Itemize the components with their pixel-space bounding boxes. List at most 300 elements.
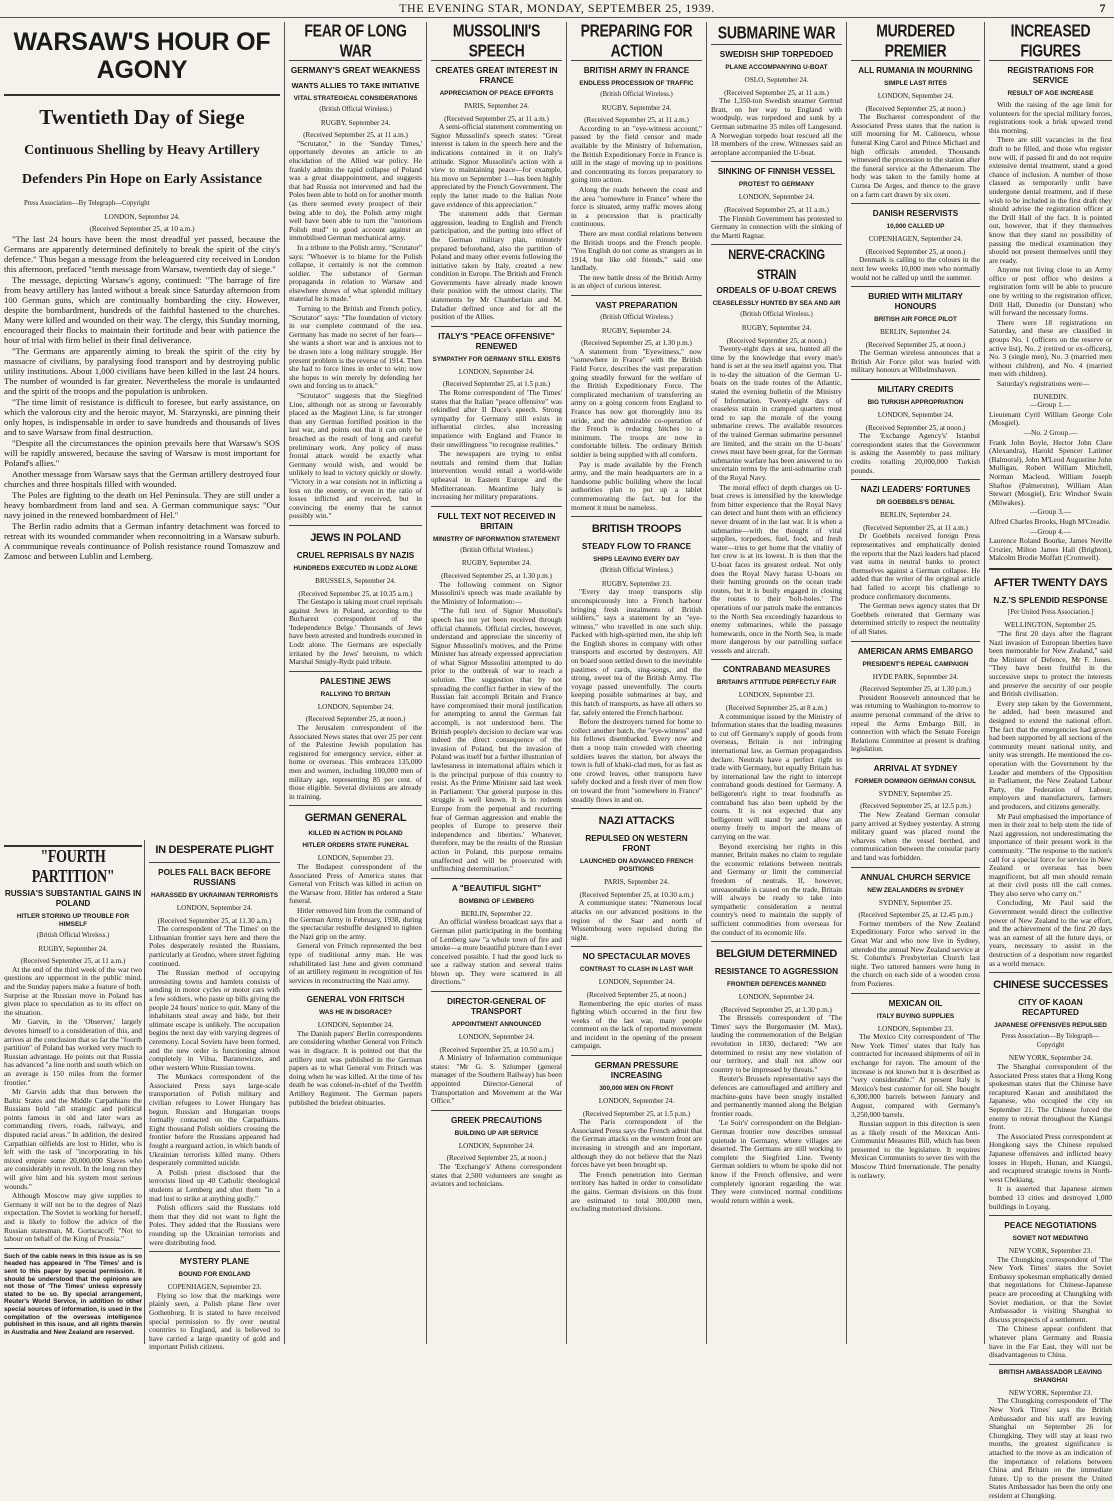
paragraph: The moral effect of depth charges on U-boat crews is intensified by the knowledge from bitter experience that the Royal Navy can detect and hunt them with an efficiency never dreamt of in the last war. It is when a submarine—with the thought of vital supplies, torpedoes, fuel, food, and fresh water—tries to get home that the vitality of her crew is at its lowest. It is then that the U-boat faces its greatest ordeal. Not only does the Royal Navy harass U-boats on their hunting grounds on the ocean trade routes, but it is busily engaged in closing the routes to their 'bolt-holes.' The operations of our patrols make the entrances to the North Sea exceedingly hazardous to enemy submarines, while the passage homewards, once in the North Sea, is made more dangerous by our patrolling surface vessels and aircraft. <box>711 482 842 655</box>
story-deck: ITALY BUYING SUPPLIES <box>876 1012 955 1020</box>
divider <box>289 60 422 61</box>
divider <box>851 60 980 61</box>
story-deck-2: PLANE ACCOMPANYING U-BOAT <box>725 64 828 71</box>
story-received: (Received September 25, at 8 a.m.) <box>725 704 828 713</box>
story-deck: ORDEALS OF U-BOAT CREWS <box>716 286 837 296</box>
story-received: (Received September 25, at 10.50 a.m.) <box>439 1045 554 1054</box>
story-headline: IN DESPERATE PLIGHT <box>155 844 274 856</box>
story-dateline: LONDON, September 23. <box>738 691 815 700</box>
story-deck: HARASSED BY UKRAINIAN TERRORISTS <box>151 892 278 899</box>
submarine-war-column <box>706 22 842 1344</box>
story-credit: (British Official Wireless.) <box>319 106 392 113</box>
divider <box>571 946 702 947</box>
story-received: (Received September 25, at noon.) <box>865 423 966 432</box>
story-dateline: PARIS, September 24. <box>464 102 529 110</box>
story-deck: CRUEL REPRISALS BY NAZIS <box>296 550 415 560</box>
paragraph: A semi-official statement commenting on Signor Mussolini's speech states: "Great interest is taken in the speech here and the indications contained in it on Italy's attitude. Signor Mussolini's action with a view to maintaining peace—for example, his move on September 1—has been highly appreciated by the French Government. The reply the latter made to the Italian Note gave evidence of this appreciation." <box>431 122 562 209</box>
story-deck: REPULSED ON WESTERN FRONT <box>585 834 688 854</box>
paragraph: A communique states: "Numerous local attacks on our advanced positions in the region of the Saar and north of Wissembourg were repulsed during the night. <box>571 898 702 942</box>
story-deck: PROTEST TO GERMANY <box>738 181 815 189</box>
paragraph: Hitler removed him from the command of the German Army in February, 1938, during the spectacular reshuffle designed to tighten the Nazi grip on the army. <box>289 905 422 941</box>
divider <box>851 203 980 204</box>
paragraph: The Finnish Government has protested to Germany in connection with the sinking of the Martti Ragnar. <box>711 213 842 240</box>
paragraph: According to an "eye-witness account," passed by the field censor and made available by the Ministry of Information, the British Expeditionary Force in France is still in the stage of moving up to positions and concentrating its forces preparatory to going into action. <box>571 123 702 185</box>
story-headline: MILITARY CREDITS <box>877 385 954 395</box>
story-headline: AFTER TWENTY DAYS <box>993 576 1108 589</box>
divider <box>431 1110 562 1111</box>
story-received: (Received September 25, at 11 a.m.) <box>863 523 968 532</box>
story-headline: NAZI LEADERS' FORTUNES <box>860 485 971 495</box>
divider <box>711 941 842 942</box>
story-received: (Received September 25, at noon.) <box>865 104 966 113</box>
divider <box>851 758 980 759</box>
group-label: —Group 1.— <box>1029 400 1072 410</box>
paragraph: The German wireless announces that a British Air Force pilot was buried with military honours at Wilhelmshaven. <box>851 348 980 375</box>
divider <box>289 805 422 806</box>
story-deck: DR GOEBBELS'S DENIAL <box>876 499 955 507</box>
story-dateline: RUGBY, September 24. <box>601 326 672 335</box>
story-deck: RESISTANCE TO AGGRESSION <box>714 967 839 977</box>
story-deck: HITLER STORING UP TROUBLE FOR HIMSELF <box>16 913 130 928</box>
story-dateline: LONDON, September 23. <box>317 854 394 863</box>
story-received: (Received September 25, at noon.) <box>305 715 406 724</box>
story-credit: [Per United Press Association.] <box>1008 608 1093 616</box>
paragraph: There were 18 registrations on Saturday, and these are classified in groups No. 1 (officers on the reserve or active list), No. 2 (retired or ex-officers), No. 3 (single men), No. 3 (married men without children), and No. 4 (married men with children). <box>989 317 1112 379</box>
story-dateline: LONDON, September 24. <box>458 1141 535 1150</box>
paragraph: "Every day troop transports slip unconspicuously into a French harbour bringing fresh instalments of British soldiers," says a statement by an "eye-witness," who travelled in one such ship. Packed with high-spirited men, the ship left the English shores in company with other transports and escorted by destroyers. All on board soon settled down to the inevitable pastimes of cards, sing-songs, and the strong, sweet tea of the British Army. The voyage passed uneventfully. The courts keeping possible submarines at bay, and this batch of transports, as have all others so far, safely entered the French harbour. <box>571 587 702 717</box>
story-credit: (British Official Wireless.) <box>36 932 110 939</box>
story-deck-2: LAUNCHED ON ADVANCED FRENCH POSITIONS <box>580 858 693 874</box>
story-headline: PALESTINE JEWS <box>320 676 391 686</box>
paragraph: The Paris correspondent of the Associated Press says the French admit that the German attacks on the western front are increasing in strength and are important, although they do not believe that the Nazi forces have yet been brought up. <box>571 1117 702 1170</box>
lead-subhead: Twentieth Day of Siege <box>39 105 245 129</box>
story-dateline: RUGBY, September 24. <box>461 559 532 568</box>
story-dateline: BRUSSELS, September 24. <box>315 576 396 585</box>
paragraph: Reuter's Brussels representative says the defences are camouflaged and artillery and machine-guns have been snugly installed and permanently manned along the Belgian frontier roads. <box>711 1074 842 1118</box>
story-headline: JEWS IN POLAND <box>310 531 401 544</box>
paragraph: The following comment on Signor Mussolini's speech was made available by the Ministry of Information:— <box>431 579 562 606</box>
paragraph: The Rome correspondent of 'The Times' states that the Italian "peace offensive" was rekindled after Il Duce's speech. Strong sympathy for Germany still exists in influential circles, also increasing impatience with England and France in their unwillingness "to recognise realities." <box>431 388 562 449</box>
paragraph: A statement from "Eyewitness," now "somewhere in France" with the British Field Force, describes the vast preparation going steadily forward for the welfare of the British Expeditionary Force. The complicated mechanism of transferring an army on a going concern from England to France has now got thoroughly into its stride, and the admirable co-operation of the French is reducing hitches to a minimum. The troops are now in comfortable billets. The ordinary British soldier is being supplied with all comforts. <box>571 346 702 459</box>
story-dateline: OSLO, September 24. <box>744 76 809 84</box>
paragraph: The Chungking correspondent of 'The New York Times' says the British Ambassador and his staff are leaving Shanghai on September 26 for Chungking. They will stay at least two months, the greatest significance is attached to the move as an indication of the importance of relations between China and Britain on the immediate future. Up to the present the United States Ambassador has been the only one resident at Chungking. <box>989 1396 1112 1500</box>
paragraph: The German news agency states that Dr Goebbels reiterated that Germany was determined strictly to respect the neutrality of all States. <box>851 601 980 636</box>
story-received: (Received September 25, at 1.30 p.m.) <box>441 571 552 580</box>
paragraph: President Roosevelt announced that he was returning to Washington to-morrow to assume personal command of the drive to repeal the Arms Embargo Bill, in connection with which the Senate Foreign Relations Committee at present is drafting legislation. <box>851 692 980 754</box>
story-headline: "FOURTH PARTITION" <box>31 848 115 887</box>
story-credit: Press Association—By Telegraph—Copyright <box>1001 1033 1100 1049</box>
story-headline: PEACE NEGOTIATIONS <box>1004 1221 1097 1231</box>
paragraph: The Berlin radio admits that a German infantry detachment was forced to retreat with its wounded commander when reconnoitring in a Warsaw suburb. A communique reveals continuance of Polish resistance round Tomaszow and Zamosc and between Lublin and Lemberg. <box>4 520 280 561</box>
masthead-title: THE EVENING STAR, MONDAY, SEPTEMBER 25, 1939. <box>399 1 715 15</box>
paragraph: Denmark is calling to the colours in the next few weeks 10,000 men who normally would not be called up until the summer. <box>851 255 980 282</box>
masthead <box>0 0 1114 18</box>
paragraph: "Despite all the circumstances the opinion prevails here that Warsaw's SOS will be rapidly answered, because the saving of Warsaw is most important for Poland's allies." <box>4 437 280 468</box>
story-deck-2: HITLER ORDERS STATE FUNERAL <box>302 842 409 850</box>
paragraph: It is asserted that Japanese airmen bombed 13 cities and destroyed 1,000 buildings in Loyang. <box>989 1184 1112 1211</box>
paragraph: The Gestapo is taking most cruel reprisals against Jews in Poland, according to the Bucharest correspondent of the 'Independence Belge.' Thousands of Jews have been arrested and hundreds executed in Lodz alone. The Germans are especially irritated by the Jews' heroism, to which Marshal Smigly-Rydz paid tribute. <box>289 597 422 667</box>
paragraph: The statement adds that German aggression, leading to English and French participation, and the putting into effect of the German military plan, minutely prepared beforehand, also the partition of Poland and many other events following the initiative taken by Italy, created a new condition in Europe. The British and French Governments have already made known their position with the utmost clarity. The statements by Mr Chamberlain and M. Daladier defined once and for all the position of the Allies. <box>431 209 562 322</box>
paragraph: The Bucharest correspondent of the Associated Press states that the nation is still mourning for M. Calinescu, whose funeral King Carol and Prince Michael and high officials attended. Thousands witnessed the procession to the station after the funeral service at the Athenaeum. The body was taken to the family home at Curtea De Arges, and thence to the grave on a farm cart drawn by six oxen. <box>851 112 980 199</box>
story-deck-2: SHIPS LEAVING EVERY DAY <box>593 556 680 564</box>
divider <box>571 1055 702 1056</box>
mussolini-column <box>426 22 562 1344</box>
paragraph: The New Zealand German consular party arrived at Sydney yesterday. A strong military guard was placed round the wharves when the vessel berthed, and communication between the consular party and land was forbidden. <box>851 810 980 863</box>
lead-body <box>4 234 280 561</box>
story-dateline: LONDON, September 24. <box>317 702 394 711</box>
story-dateline: LONDON, September 24. <box>458 1033 535 1042</box>
paragraph: The Chinese appear confident that whatever plans Germany and Russia have in the Far East, they will not be disadvantageous to China. <box>989 1324 1112 1360</box>
story-received: (Received September 25, at 1.30 p.m.) <box>721 1005 832 1014</box>
story-deck: ALL RUMANIA IN MOURNING <box>858 66 973 75</box>
paragraph: The message, depicting Warsaw's agony, continued: "The barrage of fire from heavy artillery has lasted without a break since Saturday afternoon from 100 German guns, which are continually bombarding the city. However, despite the bombardment, hundreds of the faithful hastened to the churches. Many were killed and wounded on their way. The clergy, this Sunday morning, encouraged their flocks to maintain their fortitude and bear with patience the hour of trial with firm belief in their final deliverance. <box>4 274 280 345</box>
paragraph: A Polish priest disclosed that the terrorists lined up 40 Catholic theological students at Lemberg and shot them "in a mad lust to strike at anything godly." <box>149 1167 280 1203</box>
paragraph: "Scrutator," in the 'Sunday Times,' opportunely devotes an article to an elucidation of the Allied war policy. He frankly admits the rapid collapse of Poland was a great disappointment, and suggests that had Russia not intervened and had the Poles been able to hold on for another month (as there seemed every prospect of their being able to do), the Polish army might well have been able to turn the "notorious Polish mud" to good account against an immobilised German mechanical army. <box>289 138 423 243</box>
divider <box>711 44 842 45</box>
story-dateline: COPENHAGEN, September 24. <box>868 235 963 244</box>
paragraph: The newspapers are trying to enlist neutrals and remind them that Italian intervention would entail a world-wide upheaval in Eastern Europe and the Mediterranean. Meantime Italy is increasing her military preparations. <box>431 449 562 502</box>
story-dateline: WELLINGTON, September 25. <box>1004 621 1097 630</box>
divider <box>289 989 422 990</box>
story-received: (Received September 25, at noon.) <box>865 247 966 256</box>
paragraph: In a tribute to the Polish army, "Scrutator" says: "Whoever is to blame for the Polish collapse, it certainly is not the common soldier. The substance of German propaganda in relation to Warsaw and elsewhere shows of what splendid military material he is made." <box>289 242 422 304</box>
story-dateline: NEW YORK, September 23. <box>1008 1388 1093 1397</box>
group-label: —Group 3.— <box>1029 507 1072 517</box>
story-deck: SYMPATHY FOR GERMANY STILL EXISTS <box>432 355 561 363</box>
story-deck: BUILDING UP AIR SERVICE <box>454 1129 539 1137</box>
story-deck-2: SIMPLE LAST RITES <box>884 80 947 87</box>
divider <box>571 60 702 61</box>
paragraph: An official wireless broadcast says that a German pilot participating in the bombing of Lemberg saw "a whole town of fire and smoke—a more beautiful picture than I ever conceived possible. I had the good luck to see a railway station and several trains blown up. They were scattered in all directions." <box>431 917 562 987</box>
story-dateline: NEW YORK, September 23. <box>1008 1247 1093 1256</box>
paragraph: The Brussels correspondent of 'The Times' says the Burgomaster (M. Max), lauding the commemoration of the Belgian revolution in 1830, declared: "We are determined to resist any new violation of our territory, and shall not allow our country to be impressed by threats." <box>711 1013 842 1074</box>
story-deck: BRITISH AIR FORCE PILOT <box>874 316 957 324</box>
list-item: Lieutenant Cyril William George Cole (Mosgiel). <box>989 409 1112 428</box>
paragraph: The Jerusalem correspondent of the Associated News states that over 25 per cent of the Palestine Jewish population has registered for emergency service, either at home or overseas. This embraces 135,000 men and women, including 100,000 men of military age, representing 85 per cent. of those eligible. Several divisions are already in training. <box>289 723 422 801</box>
paragraph: "The full text of Signor Mussolini's speech has not yet been received through official channels. Official circles, however, understand and appreciate the sincerity of Signor Mussolini's motives, and the Prime Minister has already expressed appreciation of what Signor Mussolini attempted to do prior to the outbreak of war to reach a solution. The suggestion that by not spreading the conflict further in view of the Russian fait accompli Britain and France have compromised their moral justification for attempting to annul the German fait accompli, is not understood here. The British people's decision to declare war was indeed the direct consequence of the invasion of Poland, but the invasion of Poland was itself but a further illustration of lawlessness in international affairs which it is the principal purpose of this country to resist. As the Prime Minister said last week in Parliament: 'Our general purpose in this struggle is well known. It is to redeem Europe from the perpetual and recurring fear of German aggression and enable the peoples of Europe to preserve their independence and liberties.' Whatever, therefore, may be the results of the Russian action in Poland, this purpose remains unaffected and will be prosecuted with unflinching determination." <box>431 606 562 874</box>
paragraph: The 'Exchange Agency's' Istanbul correspondent states that the Government is asking the Assembly to pass military credits totalling 20,000,000 Turkish pounds. <box>851 431 980 475</box>
story-deck: CONTRAST TO CLASH IN LAST WAR <box>579 966 694 974</box>
story-headline: NERVE-CRACKING STRAIN <box>728 247 825 283</box>
story-received: (Received September 25, at 1.30 p.m.) <box>860 685 971 694</box>
paragraph: Another message from Warsaw says that the German artillery destroyed four churches and three hospitals filled with wounded. <box>4 468 280 489</box>
story-deck: SOVIET NOT MEDIATING <box>1012 1235 1089 1243</box>
paragraph: Mr Garvin, in the 'Observer,' largely devotes himself to a consideration of this, and arrives at the conclusion that so far the "fourth partition" of Poland has worked very much to Russian advantage. He points out that Russia has advanced "a line north and south which on an average is 150 miles from the former frontier." <box>4 1017 142 1087</box>
story-headline: FEAR OF LONG WAR <box>304 20 407 60</box>
paragraph: Flying so low that the markings were plainly seen, a Polish plane flew over Gothenburg. It is stated to have received special permission to fly over neutral countries to England, and is believed to have carried a large quantity of gold and important Polish citizens. <box>149 1290 280 1352</box>
story-received: (Received September 25, at noon.) <box>446 1154 547 1163</box>
divider <box>431 991 562 992</box>
paragraph: Along the roads between the coast and the area "somewhere in France" where the force is situated, army traffic moves along in a procession that is practically continuous. <box>571 184 702 229</box>
paragraph: The Poles are fighting to the death on Hel Peninsula. They are still under a heavy bombardment from land and sea. A German communique says: "Our navy joined in the renewed bombardment of Hel." <box>4 489 280 520</box>
desperate-plight-column <box>144 840 280 1352</box>
divider <box>571 295 702 296</box>
story-headline: GREEK PRECAUTIONS <box>451 1115 542 1125</box>
paragraph: Remembering the epic stories of mass fighting which occurred in the first few weeks of the last war, many people comment on the lack of reported movement and incident in the opening of the present campaign. <box>571 998 702 1051</box>
story-headline: SINKING OF FINNISH VESSEL <box>717 167 836 177</box>
paragraph: The Munkacs correspondent of the Associated Press says large-scale transportation of Polish military and civilian refugees to Lower Hungary has begun. Russian and Hungarian troops formally contacted on the Carpathians. Eight thousand Polish soldiers crossing the frontier before the Russians appeared had fought a rearguard action, in which bands of Ukrainian terrorists killed many. Others desperately committed suicide. <box>149 1072 280 1168</box>
paragraph: Turning to the British and French policy, "Scrutator" says: "The foundation of victory in our complete command of the sea. Germany has made no secret of her fears—she wants a short war and is anxious not to be drawn into a long military struggle. Her present problem is the reverse of 1914. Then she had to force lines in order to win; now she hopes to win merely by defending her own and forcing us to attack." <box>289 304 422 391</box>
story-dateline: LONDON, September 24. <box>877 411 954 420</box>
story-received: (Received September 25, at 1.5 p.m.) <box>582 1109 691 1118</box>
divider <box>289 525 422 526</box>
story-deck-2: HUNDREDS EXECUTED IN LODZ ALONE <box>293 564 418 572</box>
divider <box>989 1364 1112 1365</box>
story-credit: (British Official Wireless.) <box>740 311 813 319</box>
story-deck-2: JAPANESE OFFENSIVES REPULSED <box>994 1022 1107 1030</box>
story-headline: MURDERED PREMIER <box>876 20 955 60</box>
story-deck: BOMBING OF LEMBERG <box>458 897 535 905</box>
story-dateline: LONDON, September 24. <box>598 1097 675 1106</box>
story-deck: CREATES GREAT INTEREST IN FRANCE <box>435 66 558 85</box>
list-item: Frank John Boyle, Hector John Clare (Alexandra), Harold Spencer Latimer (Balmoral), John M'Leod Augustine John Mulligan, Robert William Mitchell, Norman Macleod, William Joseph Shaftoe (Palmerston), William Alan Stewart (Mosgiel), Eric Windsor Swain (Milwakes). <box>989 437 1112 507</box>
story-subhead: RUSSIA'S SUBSTANTIAL GAINS IN POLAND <box>4 889 142 908</box>
paragraph: The Associated Press correspondent at Hongkong says the Chinese repulsed Japanese offensives and inflicted heavy losses in Hupeh, Hunan, and Kiangsi, and recaptured strategic towns in North-west Chekiang. <box>989 1131 1112 1184</box>
divider <box>571 808 702 809</box>
story-dateline: LONDON, September 24. <box>738 193 815 202</box>
story-subhead: POLES FALL BACK BEFORE RUSSIANS <box>158 868 271 887</box>
story-credit: (British Official Wireless.) <box>600 567 673 575</box>
story-headline: ANNUAL CHURCH SERVICE <box>860 872 971 882</box>
registration-names <box>989 401 1112 563</box>
story-deck: BRITAIN'S ATTITUDE PERFECTLY FAIR <box>716 679 837 687</box>
paragraph: Mr Garvin adds that thus between the Baltic States and the Middle Carpathians the Russians hold "all strategic and political points famous in old and later wars as commanding rivers, roads, railways, and disputed racial areas." In addition, the desired Carpathian oilfields are lost to Hitler, who is left with the task of "incorporating in his mixed empire some 20,000,000 Slaves who are considerably in revolt. In the long run they will give him and his system most serious wounds." <box>4 1087 142 1191</box>
paragraph: General von Fritsch represented the best type of traditional army man. He was rehabilitated last June and given command of an artillery regiment in recognition of his services in reconstructing the Nazi army. <box>289 941 422 985</box>
story-headline: NAZI ATTACKS <box>598 815 675 828</box>
list-item: Alfred Charles Brooks, Hugh M'Creadie. <box>989 516 1111 526</box>
story-dateline: PARIS, September 24. <box>604 878 669 887</box>
story-dateline: LONDON, September 24. <box>317 1021 394 1030</box>
divider <box>431 60 562 61</box>
story-dateline: BERLIN, September 24. <box>879 328 952 337</box>
paragraph: Beyond exercising her rights in this manner, Britain makes no claim to regulate the economic relations between neutrals and Germany or limit the commercial freedom of neutrals. If, however, unreasonable is caused on the trade, Britain will always be ready to take into sympathetic consideration a neutral country's need to maintain the supply of sufficient commodities from overseas for the conduct of its economic life. <box>711 841 842 937</box>
paragraph: Before the destroyers turned for home to collect another batch, the "eye-witness" and his fellows disembarked. Every now and then a troop train crowded with cheering soldiers leaves the station, but always the town is full of khaki-clad men, for as fast as one crowd leaves, other transports have safely docked and a fresh river of men flow on toward the front "somewhere in France" steadily flows in and on. <box>571 717 702 804</box>
divider <box>149 1251 280 1252</box>
story-dateline: BERLIN, September 22. <box>460 909 533 918</box>
story-received: (Received September 25, at noon.) <box>586 990 687 999</box>
story-deck: 10,000 CALLED UP <box>886 223 945 231</box>
divider <box>989 568 1112 570</box>
story-credit: (British Official Wireless.) <box>460 546 533 554</box>
story-headline: CHINESE SUCCESSES <box>993 979 1108 992</box>
story-headline: ARRIVAL AT SYDNEY <box>873 763 958 773</box>
divider <box>851 379 980 380</box>
story-deck-2: CEASELESSLY HUNTED BY SEA AND AIR <box>712 300 841 308</box>
story-headline: BRITISH TROOPS <box>591 523 682 536</box>
story-deck: SWEDISH SHIP TORPEDOED <box>719 50 834 59</box>
divider <box>711 659 842 660</box>
story-deck: RALLYING TO BRITAIN <box>320 690 391 698</box>
story-dateline: RUGBY, September 24. <box>741 323 812 332</box>
story-headline: AMERICAN ARMS EMBARGO <box>857 646 974 656</box>
paragraph: Anyone not living close to an Army office or post office who desires a registration form will be able to procure one by writing to the registration officer, Drill Hall, Dunedin (or Dunstan) who will forward the necessary forms. <box>989 265 1112 318</box>
divider <box>989 972 1112 973</box>
story-headline: DIRECTOR-GENERAL OF TRANSPORT <box>447 997 546 1017</box>
paragraph: "Scrutator" suggests that the Siegfried Line, although not as strong or favourably placed as the Maginot Line, is far stronger than any German fortified position in the last war, and points out that it can only be breached as the result of long and careful preliminary work. Any policy of mass frontal attack would be exactly what Germany would wish, and would be unlikely to lead to victory quickly or slowly. "Victory in a war consists not in inflicting a loss on the enemy, or even in the ratio of losses inflicted and received, but in convincing the enemy that he cannot possibly win." <box>289 391 422 521</box>
story-received: (Received September 25, at 11 a.m.) <box>444 114 549 123</box>
fear-of-long-war-column <box>284 22 422 1344</box>
story-headline: BRITISH AMBASSADOR LEAVING SHANGHAI <box>998 1368 1103 1384</box>
paragraph: A communique issued by the Ministry of Information states that the leading measures to cut off Germany's supply of goods from overseas, Britain is not infringing international law, as German propagandists declare. Neutrals have a perfect right to trade with Germany, but equally Britain has by international law the right to intercept contraband goods destined for Germany. A belligerent's right to treat foodstuffs as contraband has also been upheld by the courts. It is not expected that any belligerent will stand by and allow an enemy freely to import the means of carrying on the war. <box>711 711 842 841</box>
city-label: DUNEDIN. <box>1033 392 1068 401</box>
story-deck: 300,000 MEN ON FRONT <box>599 1085 674 1093</box>
story-headline: PREPARING FOR ACTION <box>580 20 693 60</box>
story-headline: MYSTERY PLANE <box>179 1257 250 1267</box>
paragraph: Polish officers said the Russians told them that they did not want to fight the Poles. They added that the Russians were rounding up the Ukrainian terrorists and were distributing food. <box>149 1203 280 1247</box>
story-received: (Received September 25, at 11 a.m.) <box>20 957 126 966</box>
story-dateline: HYDE PARK, September 24. <box>872 672 959 681</box>
story-dateline: RUGBY, September 24. <box>320 118 391 127</box>
story-received: (Received September 25, at 12.45 p.m.) <box>858 911 973 920</box>
group-label: —Group 4.— <box>1029 526 1072 536</box>
divider <box>711 161 842 162</box>
paragraph: Concluding, Mr Paul said the Government would direct the collective power of New Zealand to the war effort, and the achievement of the first 20 days was an earnest of all the future days, or years, necessary to assist in the destruction of a despotism now regarded as a world menace. <box>989 898 1112 968</box>
paragraph: Twenty-eight days at sea, hunted all the time by the knowledge that every man's hand is set at the sea itself against you. That is to-day the situation of the German U-boats on the trade routes of the Atlantic, stated the evening bulletin of the Ministry of Information. Twenty-eight days of ceaseless strain in cramped quarters must tend to sap the morale of the young submarine crews. The available resources of the trained German submarine personnel are limited, and the strain on the U-boats' crews must have been great, for the German submarine warfare has been answered to no uncertain terms by the anti-submarine craft of the Royal Navy. <box>711 344 842 482</box>
paragraph: The Danish papers' Berlin correspondents are considering whether General von Fritsch was in disgrace. It is pointed out that the artillery unit was published in the German papers as to what General von Fritsch was doing when he was killed. At the time of his death he was colonel-in-chief of the Twelfth Artillery Regiment. The German papers published the briefest obituaries. <box>289 1028 422 1107</box>
paragraph: Every step taken by the Government, he added, had been measured and designed to extend the national effort. The fact that the emergencies had grown had been supported by all sections of the community meant national unity, and unity was strength. He mentioned the co-operation with the Government by the Leader and members of the Opposition in Parliament, the New Zealand Labour Party, the Federation of Labour, employers and manufacturers, farmers and producers, and citizens generally. <box>989 698 1112 811</box>
story-deck: NEW ZEALANDERS IN SYDNEY <box>867 886 964 894</box>
story-headline: BURIED WITH MILITARY HONOURS <box>868 292 963 312</box>
increased-figures-column <box>984 20 1112 1500</box>
group-label: —No. 2 Group.— <box>1023 427 1078 437</box>
story-headline: GERMAN GENERAL <box>304 812 407 825</box>
story-headline: SUBMARINE WAR <box>717 22 836 42</box>
story-deck: WANTS ALLIES TO TAKE INITIATIVE <box>291 81 420 90</box>
divider <box>851 286 980 287</box>
divider <box>289 671 422 672</box>
divider <box>571 516 702 517</box>
story-headline: NO SPECTACULAR MOVES <box>582 952 691 962</box>
story-dateline: RUGBY, September 24. <box>601 103 672 112</box>
story-dateline: NEW YORK, September 24. <box>1008 1054 1093 1063</box>
divider <box>851 641 980 642</box>
story-dateline: LONDON, September 24. <box>738 993 815 1002</box>
story-headline: DANISH RESERVISTS <box>872 209 959 219</box>
story-headline: INCREASED FIGURES <box>1010 20 1091 60</box>
story-deck-2: APPRECIATION OF PEACE EFFORTS <box>439 90 554 97</box>
story-deck-2: FRONTIER DEFENCES MANNED <box>726 981 827 989</box>
story-received: (Received September 25, at 11 a.m.) <box>584 116 689 125</box>
paragraph: The Russian method of occupying unresisting towns and hamlets consists of sending in motor cycles or motor cars with a few soldiers, who paste up bills giving the people 24 hours' notice to quit. Many of the inhabitants steal away and hide, but their ultimate escape is unlikely. The occupation begins the next day with varying degrees of ceremony. Local Soviets have been formed, and the new order is functioning almost completely in Vilna, Baranowicze, and other western White Russian towns. <box>149 968 280 1072</box>
story-received: (Received September 25, at 11 a.m.) <box>724 88 829 97</box>
story-dateline: SYDNEY, September 25. <box>878 789 953 798</box>
story-headline: CONTRABAND MEASURES <box>722 665 831 675</box>
list-item: Laurence Roland Bourke, James Neville Crozier, Milton James Hall (Brighton), Malcolm Brodie Moffatt (Cromwell). <box>989 536 1112 563</box>
paragraph: Mr Paul emphasised the importance of men in their zeal to help stem the tide of Nazi aggression, not underestimating the importance of their present work in the community. "The response to the nation's call for a special force for service in New Zealand or overseas has been magnificent, but all men should remain at their civil posts till the call comes. They also serve who carry on." <box>989 811 1112 898</box>
divider <box>149 862 280 863</box>
paragraph: The 'Exchange's' Athens correspondent states that 2,500 volunteers are sought as aviators and technicians. <box>431 1162 562 1189</box>
story-credit: (British Official Wireless.) <box>600 91 673 98</box>
paragraph: Pay is made available by the French army, and the main headquarters are in a handsome public building where the local authorities plan to put up a tablet commemorating the fact, but for the moment it must be nameless. <box>571 459 702 512</box>
story-dateline: LONDON, September 24. <box>877 92 954 100</box>
story-headline: ITALY'S "PEACE OFFENSIVE" RENEWED <box>438 331 555 351</box>
story-dateline: LONDON, September 24. <box>598 978 675 987</box>
lead-headline: WARSAW'S HOUR OF AGONY <box>13 28 271 84</box>
paragraph: Dr Goebbels received foreign Press representatives and emphatically denied the reports that the Nazi leaders had placed vast sums in neutral banks to protect themselves against a German collapse. He added that the writer of the original article had failed to accept his challenge to produce confirmatory documents. <box>851 531 980 601</box>
story-headline: GERMAN PRESSURE INCREASING <box>594 1061 679 1081</box>
story-dateline: BERLIN, September 24. <box>879 511 952 520</box>
story-received: (Received September 25, at 11 a.m.) <box>303 131 408 140</box>
story-headline: A "BEAUTIFUL SIGHT" <box>451 883 542 893</box>
paragraph: "The last 24 hours have been the most dreadful yet passed, because the Germans are apparently determined definitely to break the spirit of the city's defence." Thus began a message from the beleaguered city received in London this afternoon, prefaced "tenth message from Warsaw, twentieth day of siege." <box>4 233 280 274</box>
fourth-partition-column <box>4 840 142 1344</box>
story-received: (Received September 25, at 11 a.m.) <box>724 205 829 214</box>
story-dateline: LONDON, September 23. <box>877 1024 954 1033</box>
story-headline: VAST PREPARATION <box>595 301 678 311</box>
story-deck: PRESIDENT'S REPEAL CAMPAIGN <box>862 660 969 668</box>
paragraph: With the raising of the age limit for volunteers for the special military forces, registrations took a brisk upward trend this morning. <box>989 100 1112 135</box>
story-deck-2: RESULT OF AGE INCREASE <box>1007 90 1094 97</box>
story-dateline: RUGBY, September 24. <box>38 944 108 953</box>
footnote: Such of the cable news in this issue as is so headed has appeared in 'The Times' and is sent to this paper by special permission. It should be understood that the opinions are not those of 'The Times' unless expressly stated to be so. By special arrangement, Reuter's World Service, in addition to other special sources of information, is used in the compilation of the overseas intelligence published in this issue, and all rights therein in Australia and New Zealand are reserved. <box>4 1252 142 1336</box>
story-received: (Received September 25, at 10.30 a.m.) <box>579 890 694 899</box>
story-subhead: GERMANY'S GREAT WEAKNESS <box>290 66 421 75</box>
preparing-for-action-column <box>566 22 702 1344</box>
paragraph: The Budapest correspondent of the Associated Press of America states that General von Fritsch was killed in action on the Warsaw front. Hitler has ordered a State funeral. <box>289 861 422 906</box>
paragraph: 'Le Soir's' correspondent on the Belgian-German frontier now describes unusual quietude in Germany, where villages are deserted. The Germans are still working to complete the Siegfried Line. Twenty German soldiers to whom he spoke did not know if the French offensive, and were completely ignorant regarding the war. They were convinced normal conditions would return within a week. <box>711 1118 842 1205</box>
divider <box>4 1248 142 1249</box>
lead-credit: Press Association—By Telegraph—Copyright <box>24 200 150 207</box>
story-dateline: COPENHAGEN, September 23. <box>167 1283 262 1292</box>
story-dateline: LONDON, September 24. <box>458 367 535 376</box>
story-deck: FORMER DOMINION GERMAN CONSUL <box>854 777 977 785</box>
story-received: (Received September 25, at 1.30 p.m.) <box>581 339 692 348</box>
paragraph: Although Moscow may give supplies to Germany it will not be to the degree of Nazi expectation. The Soviet is working for herself, and is likely to follow the advice of the Russian statesman, M. Gortscacoff: "Not to labour on behalf of the King of Prussia." <box>4 1191 142 1244</box>
page-number: 7 <box>1099 1 1106 15</box>
story-dateline: SYDNEY, September 25. <box>878 898 953 907</box>
divider <box>851 993 980 994</box>
paragraph: There are most cordial relations between the British troops and the French people. "You English do not come as strangers as in 1914, but like old friends," said one landlady. <box>571 228 702 273</box>
paragraph: The Mexico City correspondent of 'The New York Times' states that Italy has contracted for increased shipments of oil in exchange for rayon. The amount of the increase is not known but it is described as "very considerable." At present Italy is Mexico's best customer for oil. She bought 6,300,000 barrels between January and August, compared with Germany's 3,250,000 barrels. <box>851 1032 980 1119</box>
divider <box>989 1215 1112 1216</box>
story-received: (Received September 25, at 11.30 a.m.) <box>157 916 272 925</box>
paragraph: Saturday's registrations were— <box>997 379 1090 388</box>
paragraph: Former members of the New Zealand Expeditionary Force who served in the Great War and who now live in Sydney, attended the annual New Zealand service at St. Columba's Presbyterian Church last night. Two tattered banners were hung in the church on each side of a wooden cross from Pozieres. <box>851 918 980 988</box>
story-deck: REGISTRATIONS FOR SERVICE <box>1007 66 1094 85</box>
murdered-premier-column <box>846 22 980 1344</box>
lead-deck-1: Continuous Shelling by Heavy Artillery <box>24 143 260 158</box>
story-deck: CITY OF KAOAN RECAPTURED <box>1018 998 1083 1018</box>
paragraph: The Shanghai correspondent of the Associated Press states that a Hong Kong spokesman states that the Chinese have recaptured Kaoan and annihilated the Japanese, who occupied the city on September 21. The Chinese forced the enemy to retreat throughout the Kiangsi front. <box>989 1062 1112 1132</box>
lead-deck-2: Defenders Pin Hope on Early Assistance <box>22 172 262 187</box>
story-headline: MUSSOLINI'S SPEECH <box>452 20 541 60</box>
paragraph: A Ministry of Information communique states: "Mr G. S. Szlumper (general manager of the Southern Railway) has been appointed Director-General of Transportation and Movement at the War Office." <box>431 1053 562 1106</box>
story-received: (Received September 25, at 12.5 p.m.) <box>860 802 971 811</box>
story-dateline: RUGBY, September 23. <box>601 579 672 588</box>
story-deck: WAS HE IN DISGRACE? <box>319 1009 392 1017</box>
divider <box>851 479 980 480</box>
story-credit: (British Official Wireless.) <box>600 314 673 322</box>
story-deck: STEADY FLOW TO FRANCE <box>581 542 692 552</box>
story-deck: BOUND FOR ENGLAND <box>178 1271 251 1279</box>
lead-dateline: LONDON, September 24. <box>104 212 180 221</box>
story-dateline: LONDON, September 24. <box>176 904 253 912</box>
story-deck: KILLED IN ACTION IN POLAND <box>308 830 403 838</box>
paragraph: The new battle dress of the British Army is an object of curious interest. <box>571 272 702 291</box>
story-deck-2: ENDLESS PROCESSION OF TRAFFIC <box>579 80 694 87</box>
story-deck: MINISTRY OF INFORMATION STATEMENT <box>432 535 561 543</box>
divider <box>4 94 280 96</box>
story-deck: BIG TURKISH APPROPRIATION <box>867 399 964 407</box>
story-headline: GENERAL VON FRITSCH <box>306 995 405 1005</box>
paragraph: There are still vacancies in the first draft to be filled, and those who register now will, if passed fit and do not require extensive dental treatment, stand a good chance of inclusion. A number of those classed as temporarily unfit have undergone dental treatment, and if these wish to be included in the first draft they should advise the registration officer at the Drill Hall of the fact. It is pointed out, however, that if they themselves know that they stand no possibility of passing the medical examination they should not present themselves until they are ready. <box>989 135 1112 265</box>
story-received: (Received September 25, at 10.35 a.m.) <box>298 589 413 598</box>
paragraph: The Chungking correspondent of 'The New York Times' states the Soviet Embassy spokesman emphatically denied that negotiations for Chinese-Japanese peace are proceeding at Chungking with Soviet mediation, or that the Soviet Ambassador is visiting Shanghai to discuss prospects of a settlement. <box>989 1254 1112 1324</box>
paragraph: The 1,350-ton Swedish steamer Gertrud Bratt, on her way to England with woodpulp, was torpedoed and sunk by a German submarine 35 miles off Langesund. A Norwegian torpedo boat rescued all the 18 members of the crew. Witnesses said an aeroplane accompanied the U-boat. <box>711 96 842 157</box>
divider <box>431 506 562 507</box>
lead-received: (Received September 25, at 10 a.m.) <box>89 225 195 234</box>
divider <box>431 326 562 327</box>
